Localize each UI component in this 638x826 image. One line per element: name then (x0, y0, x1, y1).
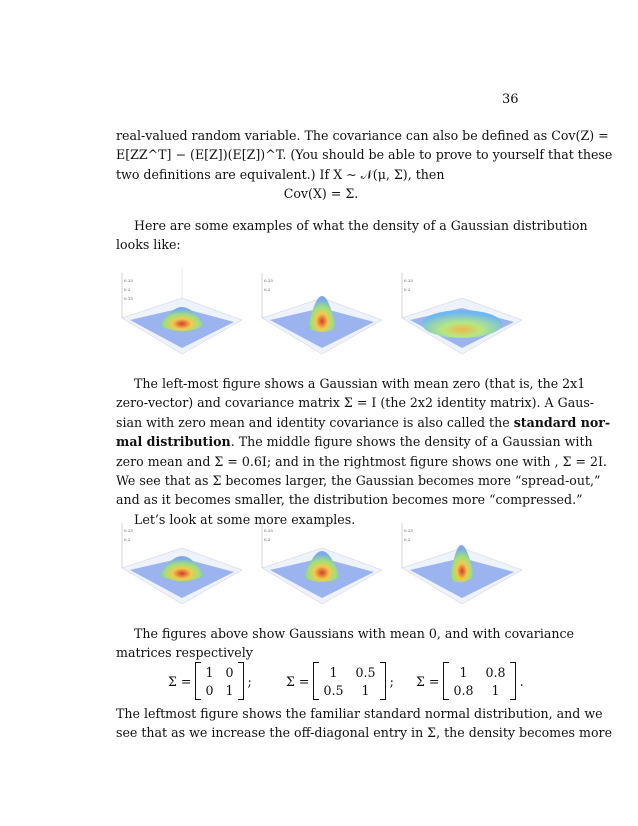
text-line: We see that as Σ becomes larger, the Gaussian becomes more “spread-out,” (116, 473, 601, 489)
paragraph-conclusion (116, 704, 613, 743)
text-line: The figures above show Gaussians with mean 0, and with covariance (134, 626, 574, 641)
text-line: Here are some examples of what the density of a Gaussian distribution (134, 218, 588, 233)
matrix-corr-0.8: Σ = 1 0.8 0.8 1 . (416, 660, 524, 702)
svg-text:0.2: 0.2 (404, 287, 411, 292)
equation-cov: Cov(X) = Σ. (283, 186, 359, 201)
text-line: two definitions are equivalent.) If X ∼ 𝒩(μ, Σ), then (116, 166, 445, 182)
paragraph-covariance (116, 126, 613, 184)
surface-plot-corr-0.5 (262, 523, 382, 604)
svg-text:0.25: 0.25 (124, 278, 133, 283)
paragraph-figure1-discussion: The left-most figure shows a Gaussian with mean zero (that is, the 2x1 zero-vector) and covariance matrix Σ = I (the 2x2 identity matrix). A Gaus- sian with zero mean and identity covariance is also called the standard nor- mal distribution. The middle figure shows the density of a Gaussian with zero mean and Σ = 0.6I; and in the rightmost figure shows one with , Σ = 2I. We see that as Σ becomes larger, the Gaussian becomes more “spread-out,” and as it becomes smaller, the distribution becomes more “compressed.” Let’s look at some more examples. (116, 376, 611, 527)
svg-text:0.2: 0.2 (124, 537, 131, 542)
svg-text:0.2: 0.2 (264, 287, 271, 292)
figure-row-1 (112, 268, 532, 368)
svg-text:0.25: 0.25 (404, 528, 413, 533)
text-line: matrices respectively (116, 645, 253, 661)
text-line: Let’s look at some more examples. (134, 511, 356, 527)
term-standard-normal-cont: mal distribution (116, 434, 231, 450)
text-line: E[ZZ^T] − (E[Z])(E[Z])^T. (You should be able to prove to yourself that these (116, 147, 613, 163)
text-line: and as it becomes smaller, the distribution becomes more “compressed.” (116, 492, 583, 508)
surface-plot-2I (402, 273, 522, 354)
paragraph-figure2-intro (116, 624, 574, 663)
surface-plot-corr-0 (122, 523, 242, 604)
svg-text:0.2: 0.2 (124, 287, 131, 292)
text-line: The leftmost figure shows the familiar standard normal distribution, and we (116, 706, 603, 721)
text-line: zero-vector) and covariance matrix Σ = I (the 2x2 identity matrix). A Gaus- (116, 395, 595, 411)
surface-plot-corr-0.8 (402, 523, 522, 604)
matrix-corr-0.5: Σ = 1 0.5 0.5 1 ; (286, 660, 394, 702)
svg-text:0.25: 0.25 (264, 278, 273, 283)
surface-plot-0.6I (262, 273, 382, 354)
paragraph-examples-intro (116, 216, 588, 255)
surface-plot-identity (122, 268, 242, 354)
svg-text:0.2: 0.2 (404, 537, 411, 542)
text-line: zero mean and Σ = 0.6I; and in the rightmost figure shows one with , Σ = 2I. (116, 453, 607, 469)
page-number: 36 (502, 92, 519, 107)
text-line: real-valued random variable. The covariance can also be defined as Cov(Z) = (116, 128, 609, 143)
text-line: The left-most figure shows a Gaussian with mean zero (that is, the 2x1 (134, 376, 586, 391)
matrix-identity: Σ = 1 0 0 1 ; (168, 660, 252, 702)
svg-text:0.25: 0.25 (264, 528, 273, 533)
svg-text:0.25: 0.25 (404, 278, 413, 283)
text-line: looks like: (116, 237, 181, 253)
svg-text:0.15: 0.15 (124, 296, 133, 301)
text-line: see that as we increase the off-diagonal entry in Σ, the density becomes more (116, 725, 613, 741)
svg-text:0.2: 0.2 (264, 537, 271, 542)
term-standard-normal: standard nor- (513, 414, 611, 430)
svg-text:0.25: 0.25 (124, 528, 133, 533)
figure-row-2 (112, 518, 532, 618)
